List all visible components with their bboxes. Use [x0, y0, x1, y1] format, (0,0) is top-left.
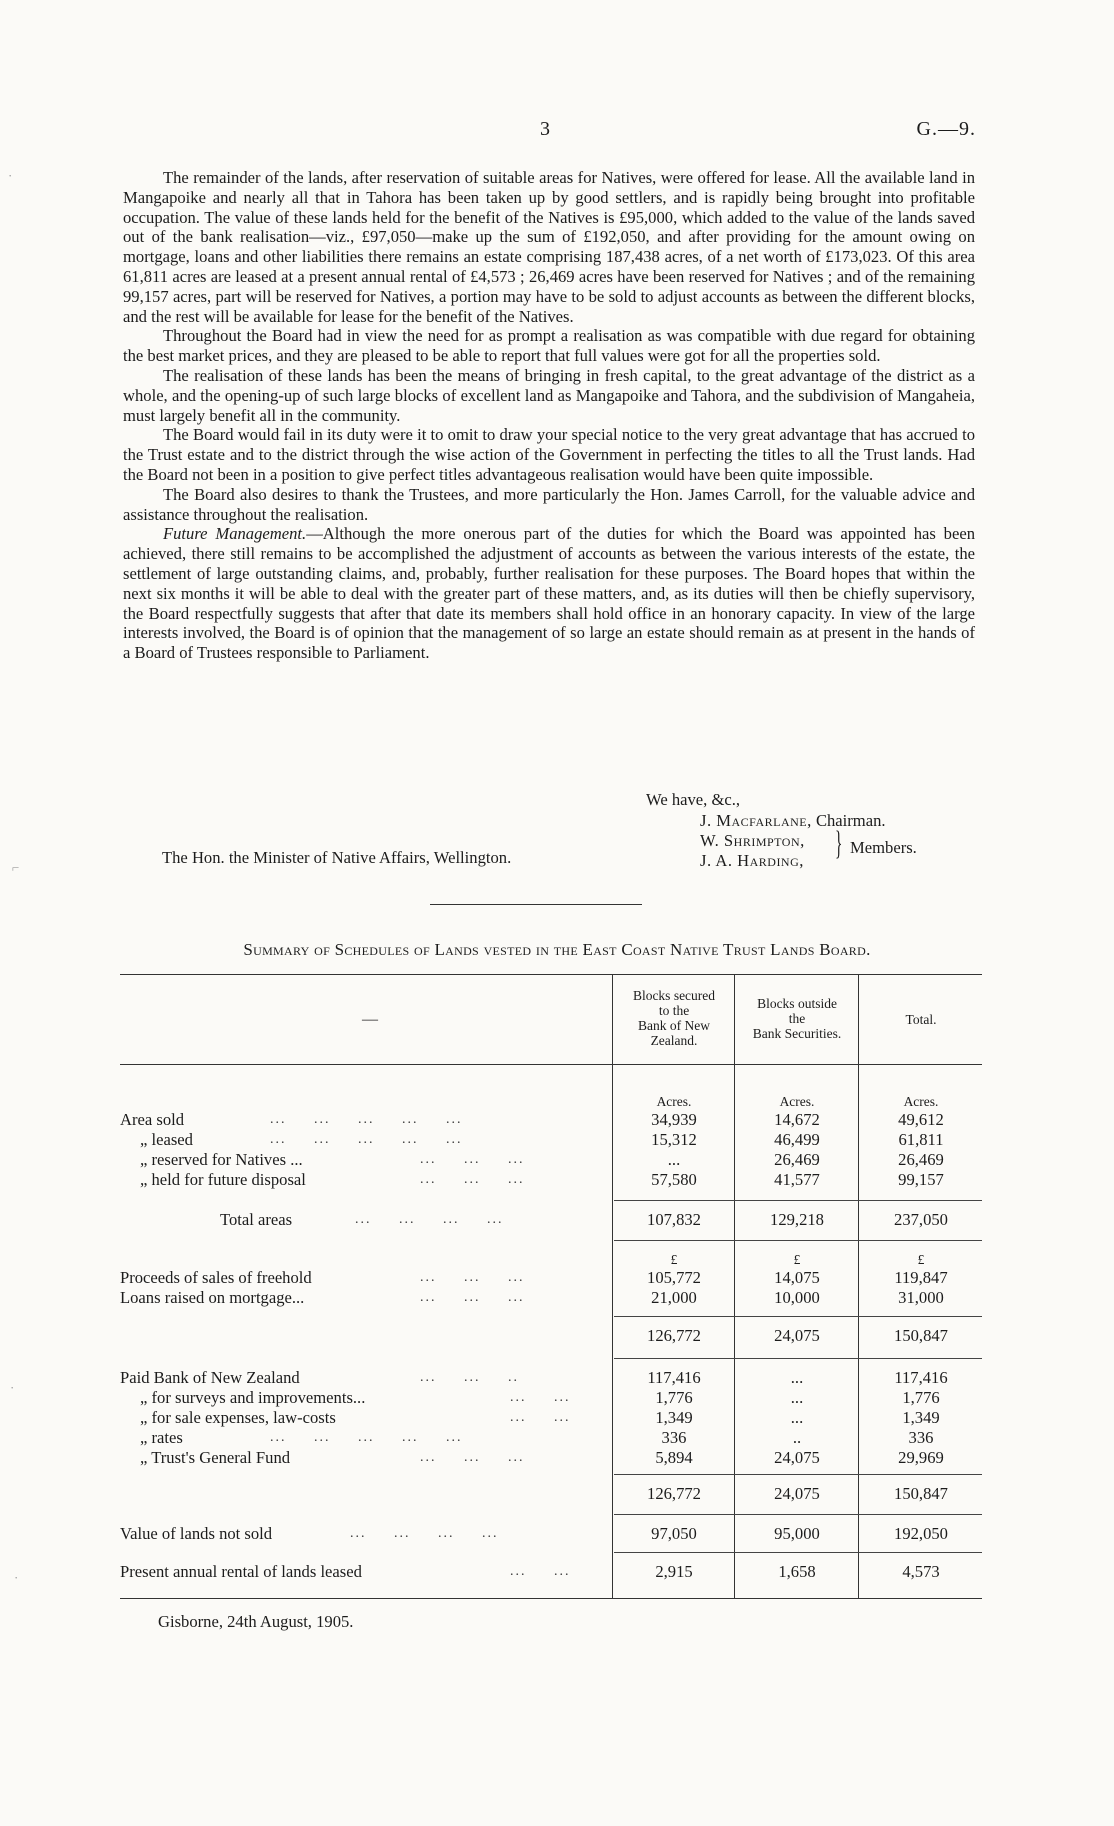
section-heading: Future Management.: [163, 524, 307, 544]
subtotal-rule: [614, 1514, 982, 1515]
unit-label: £: [670, 1252, 678, 1267]
scan-mark: ⌐: [12, 860, 20, 875]
leader-dots: ... ...: [510, 1390, 571, 1405]
scan-mark: ·: [8, 168, 13, 183]
leader-dots: ... ... ... ... ...: [270, 1132, 463, 1147]
paragraph: The Board would fail in its duty were it to omit to draw your special notice to the very great advantage that has accrued to the Trust estate and to the district through the wise action of the Government in perfecting the titles to all the Trust lands. Had the Board not been in a position to give perfect titles advantageous realisation would have been quite impossible.: [123, 425, 975, 484]
leader-dots: ... ... ... ... ...: [270, 1430, 463, 1445]
leader-dots: ... ... ..: [420, 1370, 519, 1385]
subtotal-rule: [614, 1240, 982, 1241]
stub-header: —: [362, 1011, 378, 1028]
subtotal-rule: [614, 1474, 982, 1475]
leader-dots: ... ...: [510, 1564, 571, 1579]
scan-mark: ·: [14, 1570, 19, 1585]
leader-dots: ... ... ...: [420, 1270, 525, 1285]
leader-dots: ... ... ... ...: [350, 1526, 499, 1541]
scan-mark: ·: [10, 1380, 15, 1395]
members-label: Members.: [850, 838, 917, 857]
paragraph: The remainder of the lands, after reservation of suitable areas for Natives, were offered for lease. All the available land in Mangapoike and nearly all that in Tahora has been taken up by good settlers, and is rapidly being brought into profitable occupation. The value of these lands held for the benefit of the Natives is £95,000, which added to the value of the lands saved out of the bank realisation—viz., £97,050—make up the sum of £192,050, and after providing for the amount owing on mortgage, loans and other liabilities there remains an estate comprising 187,438 acres, of a net worth of £173,023. Of this area 61,811 acres are leased at a present annual rental of £4,573 ; 26,469 acres have been reserved for Natives ; and of the remaining 99,157 acres, part will be reserved for Natives, a portion may have to be sold to adjust accounts as between the different blocks, and the rest will be available for lease for the benefit of the Natives.: [123, 168, 975, 326]
subtotal-rule: [614, 1552, 982, 1553]
column-rule: [734, 974, 735, 1598]
document-page: 3 G.—9. The remainder of the lands, after reservation of suitable areas for Natives, were offered for lease. All the available land in Mangapoike and nearly all that in Tahora has been taken up by good settlers, and is rapidly being brought into profitable occupation. The value of these lands held for the benefit of the Natives is £95,000, which added to the value of the lands saved out of the bank realisation—viz., £97,050—make up the sum of £192,050, and after providing for the amount owing on mortgage, loans and other liabilities there remains an estate comprising 187,438 acres, of a net worth of £173,023. Of this area 61,811 acres are leased at a present annual rental of £4,573 ; 26,469 acres have been reserved for Natives ; and of the remaining 99,157 acres, part will be reserved for Natives, a portion may have to be sold to adjust accounts as between the different blocks, and the rest will be available for lease for the benefit of the Natives. Throughout the Board had in view the need for as prompt a realisation as was compatible with due regard for obtaining the best market prices, and they are pleased to be able to report that full values were got for all the properties sold. The realisation of these lands has been the means of bringing in fresh capital, to the great advantage of the district as a whole, and the opening-up of such large blocks of excellent land as Mangapoike and Tahora, and the subdivision of Mangaheia, must largely benefit all in the community. The Board would fail in its duty were it to omit to draw your special notice to the very great advantage that has accrued to the Trust estate and to the district through the wise action of the Government in perfecting the titles to all the Trust lands. Had the Board not been in a position to give perfect titles advantageous realisation would have been quite impossible. The Board also desires to thank the Trustees, and more particularly the Hon. James Carroll, for the valuable advice and assistance throughout the realisation. Future Management.—Although the more onerous part of the duties for which the Board was appointed has been achieved, there still remains to be accomplished the adjustment of accounts as between the various interests of the estate, the settlement of large outstanding claims, and, probably, further realisation for these purposes. The Board hopes that within the next six months it will be able to deal with the greater part of these matters, and, as its duties will then be chiefly supervisory, the Board respectfully suggests that after that date its members shall hold office in an honorary capacity. In view of the large interests involved, the Board is of opinion that the management of so large an estate should remain as at present in the hands of a Board of Trustees responsible to Parliament. We have, &c., J. Macfarlane, Chairman. W. Shrimpton, J. A. Harding, } Members. The Hon. the Minister of Native Affairs, Wellington. Summary of Schedules of Lands vested in the East Coast Native Trust Lands Board. — Blocks secured to the Bank of New Zealand. Blocks outside the Bank Securities. Total. Acres. Acres. Acres. Area sold ... ... ... ... ... 34,939 14,672 49,612 „ leased ... ... ... ... ... 15,312 46,499 61,811 „ reserved for Natives ... ... ... ... ... 26,469 26,469 „ held for future disposal ... ... ... 57,580 41,577 99,157 Total areas ... ... ... ... 107,832 129,218 237,050 £ £ £ Proceeds of sales of freehold ... ... ... 105,772 14,075 119,847 Loans raised on mortgage... ... ... ... 21,000 10,000 31,000 126,772 24,075 150,847 Paid Bank of New Zealand ... ... .. 117,416 ... 117,416 „ for surveys and improvements... ... ... 1,776 ... 1,776 „ for sale expenses, law-costs ... ... 1,349 ... 1,349 „ rates ... ... ... ... ... 336 .. 336 „ Trust's General Fund ... ... ... 5,894 24,075 29,969 126,772 24,075 150,847 Value of lands not sold ... ... ... ... 97,050 95,000 192,050 Present annual rental of lands leased ... ... 2,915 1,658 4,573 Gisborne, 24th August, 1905. · ⌐ · ·: [0, 0, 1114, 1826]
column-rule: [858, 974, 859, 1598]
chairman-role: Chairman.: [815, 811, 886, 830]
addressee: The Hon. the Minister of Native Affairs, Wellington.: [162, 848, 512, 867]
column-header-bank-secured: Blocks secured to the Bank of New Zealand.: [632, 988, 716, 1048]
chairman-name: J. Macfarlane,: [700, 811, 812, 830]
section-divider: [430, 904, 642, 905]
report-body: [123, 168, 975, 663]
subtotal-rule: [614, 1358, 982, 1359]
leader-dots: ... ... ...: [420, 1290, 525, 1305]
column-rule: [612, 974, 613, 1598]
header-rule: [120, 1064, 982, 1065]
leader-dots: ... ... ...: [420, 1172, 525, 1187]
unit-label: Acres.: [903, 1094, 939, 1109]
paragraph-future-management: [123, 524, 975, 663]
table-title: Summary of Schedules of Lands vested in the East Coast Native Trust Lands Board.: [243, 940, 871, 959]
subtotal-rule: [614, 1316, 982, 1317]
table-top-rule: [120, 974, 982, 975]
table-bottom-rule: [120, 1598, 982, 1599]
paragraph-text: —Although the more onerous part of the duties for which the Board was appointed has been achieved, there still remains to be accomplished the adjustment of accounts as between the various interests of the estate, the settlement of large outstanding claims, and, probably, further realisation for these purposes. The Board hopes that within the next six months it will be able to deal with the greater part of these matters, and, as its duties will then be chiefly supervisory, the Board respectfully suggests that after that date its members shall hold office in an honorary capacity. In view of the large interests involved, the Board is of opinion that the management of so large an estate should remain as at present in the hands of a Board of Trustees responsible to Parliament.: [123, 524, 975, 663]
page-number: 3: [540, 118, 550, 140]
leader-dots: ... ...: [510, 1410, 571, 1425]
paragraph: Throughout the Board had in view the need for as prompt a realisation as was compatible with due regard for obtaining the best market prices, and they are pleased to be able to report that full values were got for all the properties sold.: [123, 326, 975, 366]
closing: We have, &c.,: [646, 790, 741, 809]
column-header-outside-securities: Blocks outside the Bank Securities.: [752, 996, 842, 1041]
leader-dots: ... ... ...: [420, 1152, 525, 1167]
unit-label: Acres.: [656, 1094, 692, 1109]
unit-label: £: [917, 1252, 925, 1267]
unit-label: Acres.: [779, 1094, 815, 1109]
member-name: W. Shrimpton,: [700, 831, 805, 850]
leader-dots: ... ... ...: [420, 1450, 525, 1465]
column-header-total: Total.: [905, 1012, 937, 1027]
unit-label: £: [793, 1252, 801, 1267]
document-reference: G.—9.: [916, 118, 976, 140]
member-name: J. A. Harding,: [700, 851, 804, 870]
chairman-signature: [700, 811, 886, 831]
leader-dots: ... ... ... ... ...: [270, 1112, 463, 1127]
paragraph: The realisation of these lands has been the means of bringing in fresh capital, to the great advantage of the district as a whole, and the opening-up of such large blocks of excellent land as Mangapoike and Tahora, and the subdivision of Mangaheia, must largely benefit all in the community.: [123, 365, 975, 425]
paragraph: The Board also desires to thank the Trustees, and more particularly the Hon. James Carroll, for the valuable advice and assistance throughout the realisation.: [123, 484, 975, 524]
brace-symbol: }: [835, 825, 843, 862]
leader-dots: ... ... ... ...: [355, 1212, 504, 1227]
place-and-date: Gisborne, 24th August, 1905.: [158, 1612, 354, 1631]
subtotal-rule: [614, 1200, 982, 1201]
